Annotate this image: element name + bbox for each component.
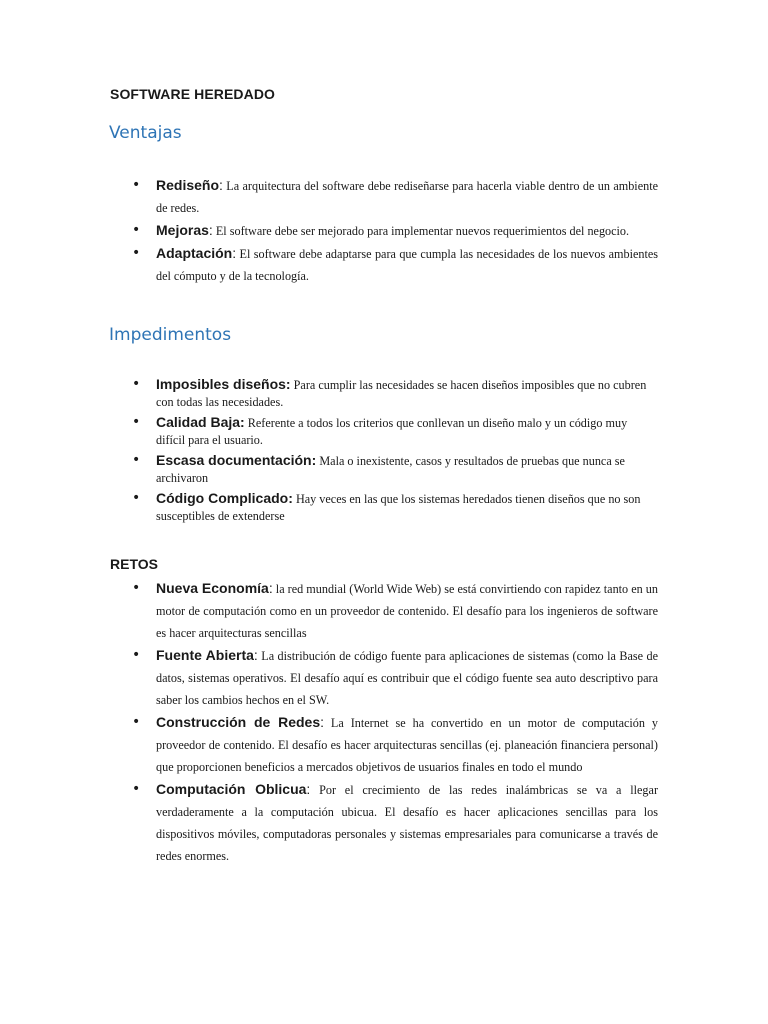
ventajas-list	[0, 174, 768, 287]
item-text: La distribución de código fuente para aplicaciones de sistemas (como la Base de datos, sistemas operativos. El desafío aquí es contribuir que el código fuente sea auto descriptivo para saber los cambios hechos en el SW.	[156, 649, 658, 707]
item-text: Hay veces en las que los sistemas heredados tienen diseños que no son susceptibles de extenderse	[156, 492, 641, 523]
retos-list	[0, 577, 768, 867]
item-term: Código Complicado:	[156, 490, 293, 506]
document-title: SOFTWARE HEREDADO	[110, 86, 276, 102]
item-term-separator: :	[306, 781, 311, 797]
item-term: Nueva Economía	[156, 580, 269, 596]
bullet-icon: •	[132, 714, 141, 730]
list-item	[0, 376, 768, 411]
bullet-icon: •	[132, 781, 141, 797]
item-text: La arquitectura del software debe rediseñarse para hacerla viable dentro de un ambiente de redes.	[156, 179, 658, 215]
list-item	[0, 490, 768, 525]
section-heading-ventajas: Ventajas	[109, 123, 182, 143]
item-text: El software debe adaptarse para que cumpla las necesidades de los nuevos ambientes del cómputo y de la tecnología.	[156, 247, 658, 283]
item-text: la red mundial (World Wide Web) se está convirtiendo con rapidez tanto en un motor de computación como en un proveedor de contenido. El desafío para los ingenieros de software es hacer arquitecturas sencillas	[156, 582, 658, 640]
list-item	[0, 242, 768, 287]
bullet-icon: •	[132, 414, 141, 430]
bullet-icon: •	[132, 580, 141, 596]
list-item	[0, 778, 768, 867]
item-term: Computación Oblicua	[156, 781, 307, 797]
item-text: Mala o inexistente, casos y resultados de pruebas que nunca se archivaron	[156, 454, 625, 485]
item-text: Para cumplir las necesidades se hacen diseños imposibles que no cubren con todas las necesidades.	[156, 378, 647, 409]
item-term: Mejoras	[156, 222, 209, 238]
list-item	[0, 577, 768, 644]
item-term: Escasa documentación:	[156, 452, 317, 468]
list-item	[0, 174, 768, 219]
item-term-separator: :	[253, 647, 258, 663]
item-text: El software debe ser mejorado para implementar nuevos requerimientos del negocio.	[212, 224, 630, 238]
item-term-separator: :	[320, 714, 325, 730]
list-item	[0, 644, 768, 711]
bullet-icon: •	[132, 177, 141, 193]
impedimentos-list	[0, 376, 768, 528]
item-text: Referente a todos los criterios que conllevan un diseño malo y un código muy difícil para el usuario.	[156, 416, 628, 447]
item-term: Calidad Baja:	[156, 414, 245, 430]
bullet-icon: •	[132, 647, 141, 663]
item-term: Fuente Abierta	[156, 647, 254, 663]
item-term: Adaptación	[156, 245, 233, 261]
item-term-separator: :	[208, 222, 213, 238]
item-term: Imposibles diseños:	[156, 376, 291, 392]
bullet-icon: •	[132, 376, 141, 392]
item-term-separator: :	[268, 580, 273, 596]
bullet-icon: •	[132, 245, 141, 261]
item-term: Construcción de Redes	[156, 714, 321, 730]
bullet-icon: •	[132, 222, 141, 238]
list-item	[0, 711, 768, 778]
item-term-separator: :	[219, 177, 223, 193]
list-item	[0, 219, 768, 242]
list-item	[0, 452, 768, 487]
item-term-separator: :	[232, 245, 237, 261]
section-heading-impedimentos: Impedimentos	[109, 325, 232, 345]
bullet-icon: •	[132, 452, 141, 468]
section-heading-retos: RETOS	[110, 556, 158, 572]
bullet-icon: •	[132, 490, 141, 506]
item-term: Rediseño	[156, 177, 220, 193]
item-text: Por el crecimiento de las redes inalámbricas se va a llegar verdaderamente a la computación ubicua. El desafío es hacer aplicaciones sencillas para los dispositivos móviles, computadoras personales y sistemas empresariales para comunicarse a través de redes enormes.	[156, 783, 658, 863]
list-item	[0, 414, 768, 449]
item-text: La Internet se ha convertido en un motor de computación y proveedor de contenido. El desafío es hacer arquitecturas sencillas (ej. planeación financiera personal) que proporcionen beneficios a mercados objetivos de usuarios finales en todo el mundo	[156, 716, 659, 774]
